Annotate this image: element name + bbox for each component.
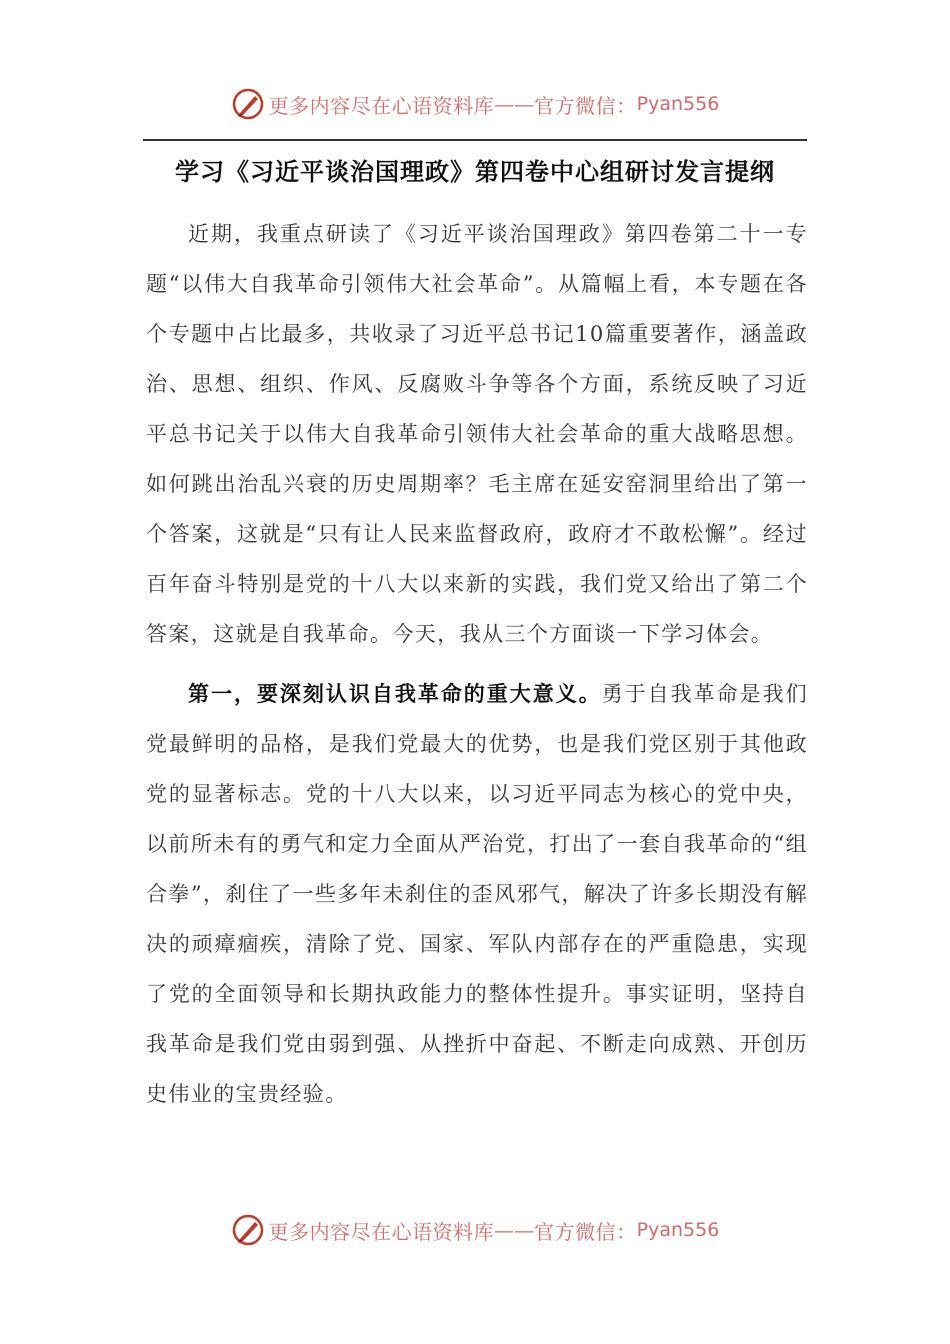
banner-wechat-label: 官方微信： [534,93,637,118]
document-title: 学习《习近平谈治国理政》第四卷中心组研讨发言提纲 [175,158,775,186]
quill-pen-logo-icon [231,87,265,121]
footer-site-text: 更多内容尽在心语资料库 [268,1219,495,1244]
banner-site-text: 更多内容尽在心语资料库 [268,93,495,118]
footer-wechat-id: Pyan556 [636,1219,720,1241]
banner-wechat-id: Pyan556 [636,93,720,115]
quill-pen-logo-icon [231,1213,265,1247]
paragraph-first-point [146,669,808,1119]
header-divider [143,139,807,141]
footer-wechat-label: 官方微信： [534,1219,637,1244]
paragraph-lead-heading: 第一，要深刻认识自我革命的重大意义。 [188,682,602,706]
footer-banner [0,1210,950,1250]
header-banner [0,84,950,124]
banner-dash: —— [494,92,535,116]
footer-dash: —— [494,1218,535,1242]
paragraph-body: 勇于自我革命是我们党最鲜明的品格，是我们党最大的优势，也是我们党区别于其他政党的显著标志。党的十八大以来，以习近平同志为核心的党中央，以前所未有的勇气和定力全面从严治党，打出了一套自我革命的“组合拳”，刹住了一些多年未刹住的歪风邪气，解决了许多长期没有解决的顽瘴痼疾，清除了党、国家、军队内部存在的严重隐患，实现了党的全面领导和长期执政能力的整体性提升。事实证明，坚持自我革命是我们党由弱到强、从挫折中奋起、不断走向成熟、开创历史伟业的宝贵经验。 [146,682,808,1106]
paragraph-intro: 近期，我重点研读了《习近平谈治国理政》第四卷第二十一专题“以伟大自我革命引领伟大社会革命”。从篇幅上看，本专题在各个专题中占比最多，共收录了习近平总书记10篇重要著作，涵盖政治、思想、组织、作风、反腐败斗争等各个方面，系统反映了习近平总书记关于以伟大自我革命引领伟大社会革命的重大战略思想。如何跳出治乱兴衰的历史周期率？毛主席在延安窑洞里给出了第一个答案，这就是“只有让人民来监督政府，政府才不敢松懈”。经过百年奋斗特别是党的十八大以来新的实践，我们党又给出了第二个答案，这就是自我革命。今天，我从三个方面谈一下学习体会。 [146,222,808,646]
